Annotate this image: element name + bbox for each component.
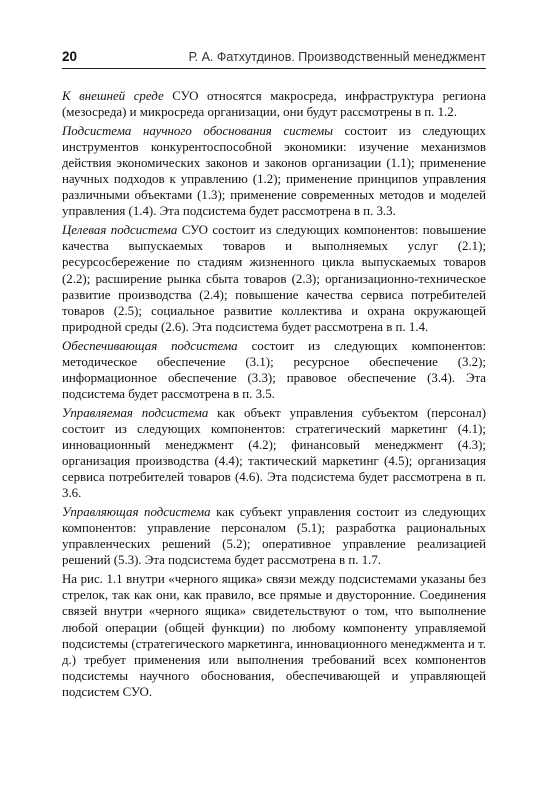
paragraph-target-subsystem [62, 222, 486, 334]
paragraph-text: СУО относятся макросреда, инфраструктура региона (мезосреда) и микросреда организации, они будут рассмотрены в п. 1.2. [62, 89, 487, 120]
paragraph-text: СУО состоит из следующих компонентов: повышение качества выпускаемых товаров и выполняемых услуг (2.1); ресурсосбережение по стадиям жизненного цикла выпускаемых товаров (2.2); расширение рынка сбыта товаров (2.3); организационно-техническое развитие производства (2.4); повышение качества сервиса потребителей товаров (2.5); социальное развитие коллектива и охрана окружающей природной среды (2.6). Эта подсистема будет рассмотрена в п. 1.4. [62, 223, 486, 334]
paragraph-managing-subsystem [62, 504, 486, 568]
paragraph-lead: К внешней среде [62, 89, 164, 103]
paragraph-lead: Управляющая подсистема [62, 505, 211, 520]
body-text [62, 88, 486, 700]
paragraph-lead: Подсистема научного обоснования системы [62, 124, 333, 139]
page-header [62, 44, 486, 69]
paragraph-text: состоит из следующих компонентов: методическое обеспечение (3.1); ресурсное обеспечение (3.2); информационное обеспечение (3.3); правовое обеспечение (3.4). Эта подсистема будет рассмотрена в п. 3.5. [62, 338, 487, 401]
paragraph-lead: Целевая подсистема [62, 223, 178, 238]
paragraph-text: как субъект управления состоит из следующих компонентов: управление персоналом (5.1); разработка рациональных управленческих решений (5.2); оперативное управление реализацией решений (5.3). Эта подсистема будет рассмотрена в п. 1.7. [62, 505, 487, 568]
running-head: Р. А. Фатхутдинов. Производственный менеджмент [188, 50, 486, 64]
paragraph-text: состоит из следующих инструментов конкурентоспособной экономики: изучение механизмов действия экономических законов и законов организации (1.1); применение научных подходов к управлению (1.2); применение принципов управления различными объектами (1.3); применение современных методов и моделей управления (1.4). Эта подсистема будет рассмотрена в п. 3.3. [62, 124, 486, 219]
paragraph-managed-subsystem [62, 405, 486, 501]
page-number: 20 [62, 49, 78, 64]
paragraph-text: как объект управления субъектом (персонал) состоит из следующих компонентов: стратегический маркетинг (4.1); инновационный менеджмент (4.2); финансовый менеджмент (4.3); организация производства (4.4); тактический маркетинг (4.5); организация сервиса потребителей товаров (4.6). Эта подсистема будет рассмотрена в п. 3.6. [62, 405, 486, 501]
paragraph-external-environment [62, 88, 486, 120]
paragraph-scientific-subsystem [62, 123, 486, 219]
paragraph-lead: Обеспечивающая подсистема [62, 338, 238, 353]
paragraph-lead: Управляемая подсистема [62, 405, 209, 420]
paragraph-text: На рис. 1.1 внутри «черного ящика» связи между подсистемами указаны без стрелок, так как они, как правило, все прямые и двусторонние. Соединения связей внутри «черного ящика» свидетельствуют о том, что выполнение любой операции (общей функции) по любому компоненту управляемой подсистемы (стратегического маркетинга, инновационного менеджмента и т. д.) требует применения или выполнения требований всех компонентов подсистемы научного обоснования, обеспечивающей и управляющей подсистем СУО. [62, 572, 486, 699]
paragraph-support-subsystem [62, 338, 486, 402]
paragraph-figure-note [62, 571, 486, 699]
